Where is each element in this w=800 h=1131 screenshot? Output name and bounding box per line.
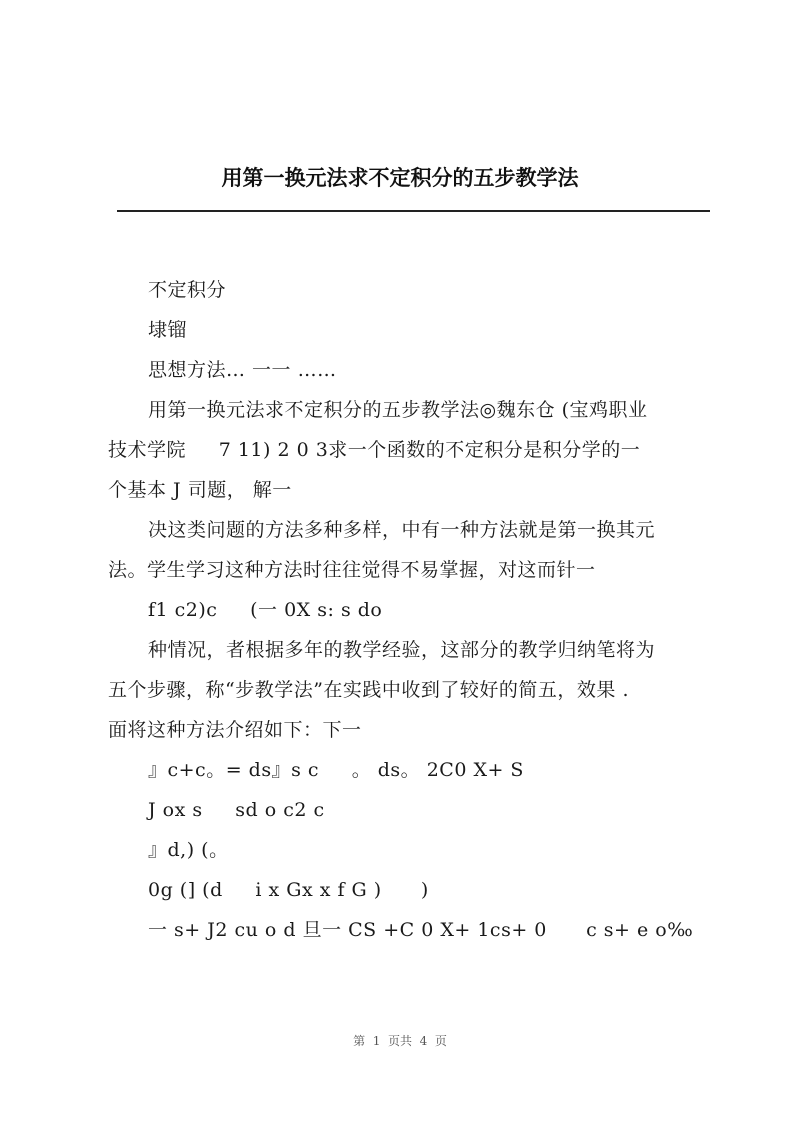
body-line: 一 s+ J2 cu o d 旦一 CS +C 0 X+ 1cs+ 0 c s+ e o‰ [148, 919, 694, 941]
body-line: J ox s sd o c2 c [148, 799, 325, 821]
body-line: 面将这种方法介绍如下：下一 [108, 719, 362, 741]
body-line: 五个步骤，称“步教学法”在实践中收到了较好的简五，效果 . [108, 679, 630, 701]
body-line: 不定积分 [148, 279, 227, 301]
body-line: 用第一换元法求不定积分的五步教学法◎魏东仓 (宝鸡职业 [148, 399, 648, 421]
document-title: 用第一换元法求不定积分的五步教学法 [221, 166, 579, 190]
body-line: 』c+c。= ds』s c 。 ds。 2C0 X+ S [148, 759, 524, 781]
document-body [108, 270, 708, 950]
body-line: 法。学生学习这种方法时往往觉得不易掌握，对这而针一 [108, 559, 596, 581]
body-line: 』d,) (。 [148, 839, 229, 861]
title-divider [117, 210, 710, 212]
body-line: 个基本 J 司题， 解一 [108, 479, 292, 501]
body-line: 思想方法… 一一 …… [148, 359, 337, 381]
body-line: 埭镏 [148, 319, 188, 341]
body-line: 0g (] (d i x Gx x f G ) ) [148, 879, 429, 901]
body-line: 技术学院 7 11) 2 0 3求一个函数的不定积分是积分学的一 [108, 439, 641, 461]
page-number: 第 1 页共 4 页 [353, 1034, 447, 1048]
body-line: 决这类问题的方法多种多样，中有一种方法就是第一换其元 [148, 519, 656, 541]
body-line: 种情况，者根据多年的教学经验，这部分的教学归纳笔将为 [148, 639, 656, 661]
body-line: f1 c2)c (一 0X s: s do [148, 599, 383, 621]
